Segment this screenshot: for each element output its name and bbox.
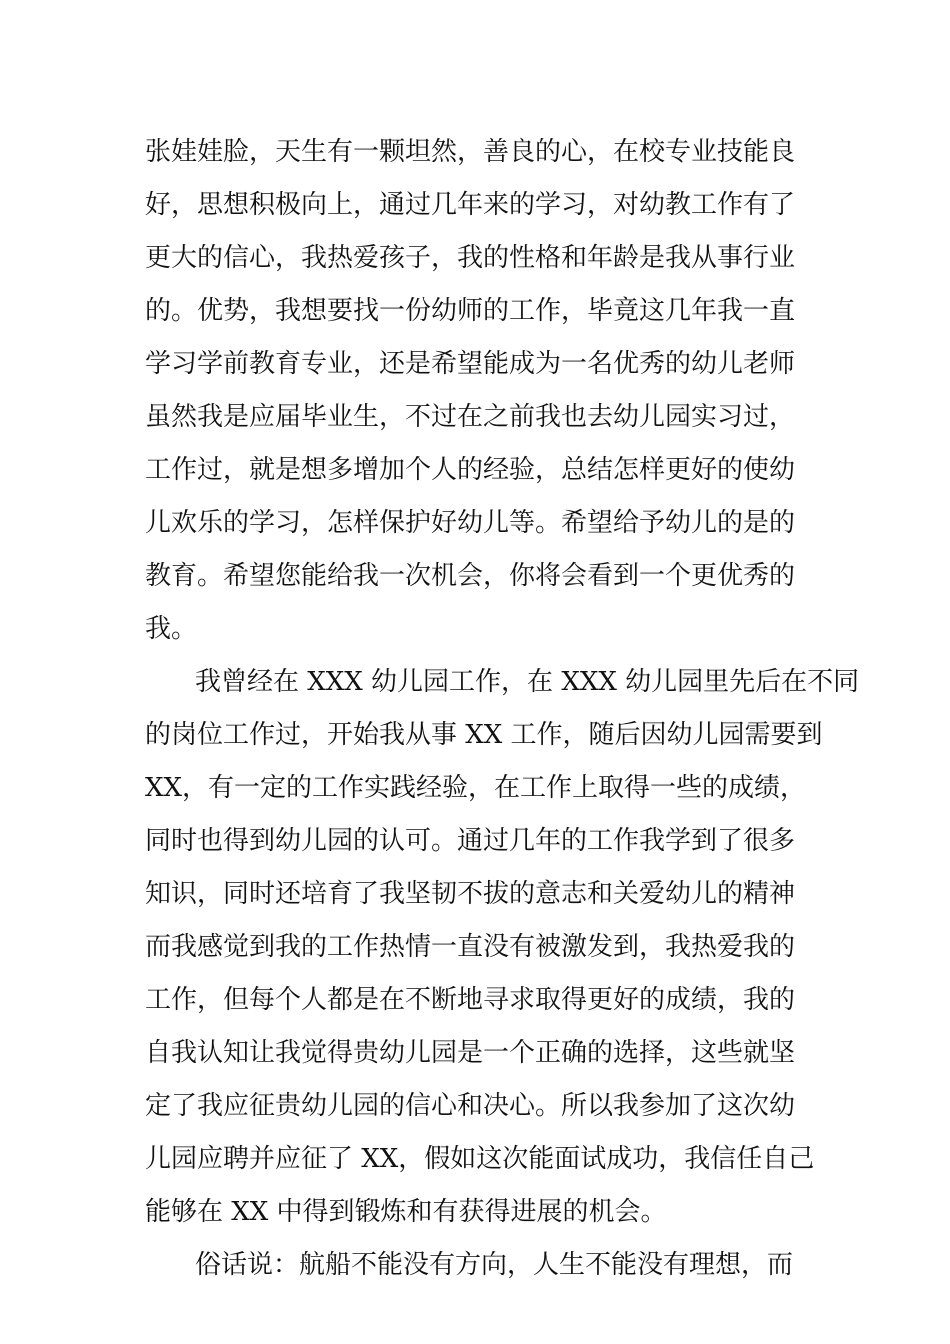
text-line: 工作过，就是想多增加个人的经验，总结怎样更好的使幼 bbox=[145, 455, 796, 485]
text-line: 知识，同时还培育了我坚韧不拔的意志和关爱幼儿的精神 bbox=[145, 879, 796, 909]
text-line: 而我感觉到我的工作热情一直没有被激发到，我热爱我的 bbox=[145, 932, 796, 962]
paragraph-first-line: 我曾经在 XXX 幼儿园工作，在 XXX 幼儿园里先后在不同 bbox=[195, 667, 860, 697]
text-line: 定了我应征贵幼儿园的信心和决心。所以我参加了这次幼 bbox=[145, 1091, 796, 1121]
paragraph-first-line: 俗话说：航船不能没有方向，人生不能没有理想，而 bbox=[195, 1250, 794, 1280]
text-line: 学习学前教育专业，还是希望能成为一名优秀的幼儿老师 bbox=[145, 349, 796, 379]
text-line: 更大的信心，我热爱孩子，我的性格和年龄是我从事行业 bbox=[145, 243, 796, 273]
text-line: 的。优势，我想要找一份幼师的工作，毕竟这几年我一直 bbox=[145, 296, 796, 326]
text-line: 自我认知让我觉得贵幼儿园是一个正确的选择，这些就坚 bbox=[145, 1038, 796, 1068]
text-line: 儿园应聘并应征了 XX，假如这次能面试成功，我信任自己 bbox=[145, 1144, 815, 1174]
text-line: 好，思想积极向上，通过几年来的学习，对幼教工作有了 bbox=[145, 190, 796, 220]
text-line: 我。 bbox=[145, 614, 198, 644]
text-line: 同时也得到幼儿园的认可。通过几年的工作我学到了很多 bbox=[145, 826, 796, 856]
text-line: 的岗位工作过，开始我从事 XX 工作，随后因幼儿园需要到 bbox=[145, 720, 823, 750]
text-line: 张娃娃脸，天生有一颗坦然，善良的心，在校专业技能良 bbox=[145, 137, 796, 167]
text-line: 教育。希望您能给我一次机会，你将会看到一个更优秀的 bbox=[145, 561, 796, 591]
text-line: XX，有一定的工作实践经验，在工作上取得一些的成绩， bbox=[145, 773, 807, 803]
text-line: 儿欢乐的学习，怎样保护好幼儿等。希望给予幼儿的是的 bbox=[145, 508, 796, 538]
text-line: 工作，但每个人都是在不断地寻求取得更好的成绩，我的 bbox=[145, 985, 796, 1015]
text-line: 虽然我是应届毕业生，不过在之前我也去幼儿园实习过， bbox=[145, 402, 796, 432]
text-line: 能够在 XX 中得到锻炼和有获得进展的机会。 bbox=[145, 1197, 667, 1227]
